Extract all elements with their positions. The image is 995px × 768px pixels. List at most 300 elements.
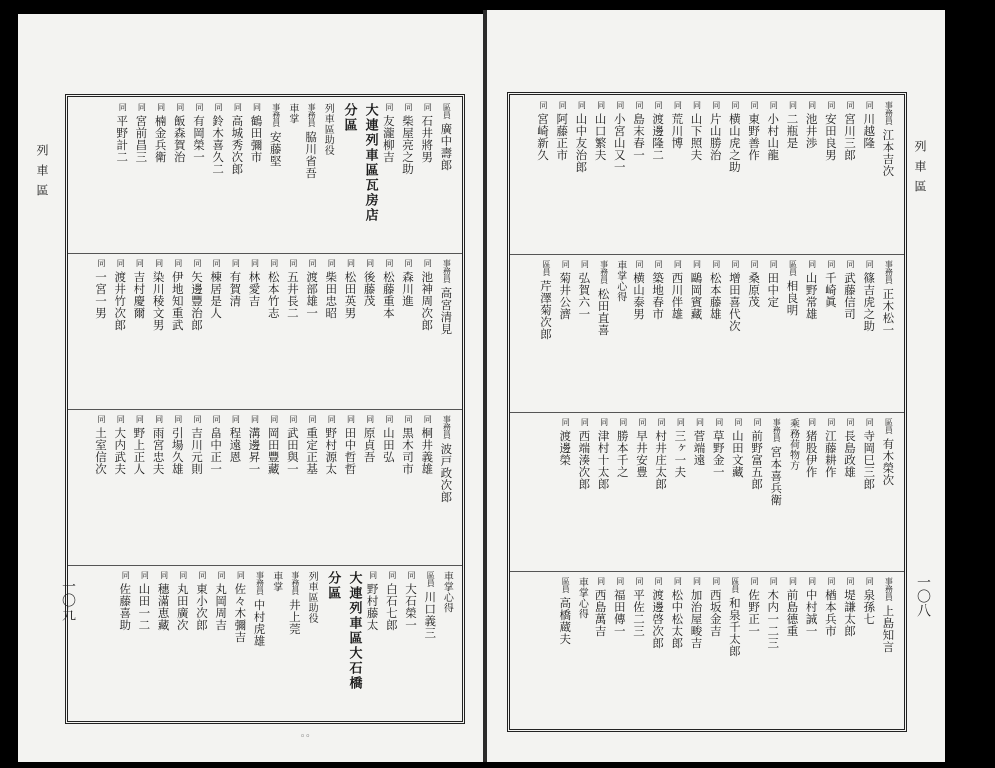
staff-entry (822, 418, 840, 478)
left-frame (65, 94, 465, 724)
staff-entry (729, 418, 747, 478)
entry-title: 同 (387, 571, 397, 579)
entry-name: 黒木司市 (401, 427, 416, 475)
staff-entry (707, 101, 725, 161)
staff-entry (860, 418, 878, 490)
role-heading (440, 571, 455, 613)
entry-name: 飯森賀治 (172, 115, 187, 163)
entry-row (68, 259, 462, 405)
entry-title: 同 (154, 415, 164, 423)
right-frame (507, 92, 907, 732)
entry-title: 同 (865, 101, 875, 109)
entry-name: 伊地知重武 (170, 271, 185, 331)
entry-title: 同 (750, 576, 760, 585)
entry-name: 大内武夫 (113, 427, 128, 475)
staff-entry (116, 571, 134, 631)
entry-title: 事務員 (290, 571, 300, 595)
staff-entry (303, 415, 321, 475)
staff-entry (556, 418, 574, 466)
entry-title: 事務員 (442, 415, 452, 439)
entry-name: 西端湊次郎 (577, 430, 592, 490)
entry-name: 安藤堅 (268, 131, 283, 167)
entry-name: 泉孫七 (862, 588, 877, 625)
section-heading (359, 103, 379, 223)
staff-entry (668, 577, 686, 649)
entry-title: 同 (407, 571, 417, 579)
entry-row (68, 571, 462, 717)
entry-title: 同 (212, 415, 222, 423)
entry-title: 同 (137, 103, 147, 111)
entry-name: 東野善作 (747, 113, 762, 161)
entry-name: 野村源太 (324, 427, 339, 475)
entry-title: 同 (116, 259, 126, 267)
entry-name: 大連列車區大石橋 (346, 571, 362, 691)
entry-name: 高橋蔵夫 (558, 596, 573, 645)
entry-title: 區員 (884, 418, 894, 434)
staff-entry (630, 577, 648, 637)
entry-title: 事務員 (271, 103, 281, 127)
entry-name: 菊井公濟 (558, 271, 573, 320)
entry-name: 西川伴雄 (670, 271, 685, 320)
entry-title: 同 (539, 101, 549, 109)
entry-title: 同 (615, 576, 625, 585)
entry-name: 寺岡巳三郎 (862, 430, 877, 490)
role-heading (614, 260, 629, 302)
entry-title: 同 (596, 576, 606, 585)
entry-name: 木内一二三 (766, 588, 781, 649)
entry-title: 同 (634, 259, 644, 268)
entry-title: 同 (807, 418, 817, 426)
staff-entry (113, 103, 131, 163)
entry-title: 同 (252, 103, 262, 111)
entry-title: 同 (404, 103, 414, 111)
entry-title: 同 (826, 418, 836, 426)
staff-entry (534, 101, 552, 161)
entry-name: 長島政雄 (843, 430, 858, 478)
staff-entry (130, 415, 148, 475)
staff-entry (228, 103, 246, 175)
entry-title: 同 (730, 101, 740, 109)
entry-name: 宮前昌三 (134, 115, 149, 163)
entry-name: 松田英男 (343, 271, 358, 319)
entry-title: 同 (733, 418, 743, 426)
entry-name: 平野計二 (115, 115, 130, 163)
entry-name: 野村藤太 (365, 583, 380, 631)
staff-entry (364, 571, 382, 631)
staff-entry (879, 260, 897, 336)
entry-name: 岡田豐藏 (266, 427, 281, 475)
entry-name: 程遠恩 (228, 427, 243, 463)
entry-name: 松田直喜 (596, 287, 611, 336)
entry-name: 車掌心得 (441, 571, 453, 613)
staff-entry (764, 577, 782, 649)
entry-name: 宮崎新久 (536, 113, 551, 161)
entry-title: 同 (97, 415, 107, 423)
entry-title: 事務員 (884, 259, 894, 284)
entry-name: 丸岡周吉 (214, 583, 229, 631)
entry-title: 同 (423, 103, 433, 111)
entry-title: 同 (714, 418, 724, 426)
entry-title: 事務員 (884, 576, 894, 601)
staff-entry (575, 418, 593, 490)
entry-name: 楢本兵市 (823, 588, 838, 637)
entry-name: 波戸政次郎 (439, 443, 454, 503)
entry-name: 渡部雄一 (305, 271, 320, 319)
entry-name: 片山勝治 (708, 113, 723, 161)
entry-title: 區員 (442, 103, 452, 119)
entry-title: 同 (769, 576, 779, 585)
staff-entry (132, 103, 150, 163)
entry-name: 堤謙太郎 (843, 588, 858, 637)
staff-entry (322, 415, 340, 475)
entry-name: 佐藤喜助 (118, 583, 133, 631)
staff-entry (265, 415, 283, 475)
staff-entry (251, 571, 269, 647)
staff-entry (418, 259, 436, 331)
entry-name: 鷗岡賓藏 (689, 271, 704, 320)
staff-entry (841, 418, 859, 478)
entry-name: 野上正人 (132, 427, 147, 475)
entry-title: 同 (654, 101, 664, 109)
staff-entry (437, 103, 455, 171)
row-divider (510, 254, 904, 255)
entry-title: 同 (233, 103, 243, 111)
entry-name: 增田喜代次 (727, 271, 742, 332)
role-heading (786, 418, 801, 471)
entry-name: 一宮一男 (94, 271, 109, 319)
entry-title: 同 (673, 259, 683, 268)
entry-name: 柴田忠昭 (324, 271, 339, 319)
entry-name: 西坂金吉 (708, 588, 723, 637)
staff-entry (611, 577, 629, 637)
entry-name: 正木松一 (881, 287, 896, 336)
staff-entry (879, 577, 897, 653)
staff-entry (418, 103, 436, 163)
entry-title: 同 (673, 101, 683, 109)
entry-name: 福田傳一 (612, 588, 627, 637)
staff-entry (556, 260, 574, 320)
entry-name: 廣中壽郎 (439, 123, 454, 171)
entry-title: 同 (657, 418, 667, 426)
staff-entry (726, 101, 744, 173)
entry-row (510, 101, 904, 250)
entry-title: 同 (116, 415, 126, 423)
entry-name: 松藤重本 (381, 271, 396, 319)
entry-title: 同 (846, 101, 856, 109)
staff-entry (803, 577, 821, 637)
entry-title: 同 (288, 259, 298, 267)
staff-entry (383, 571, 401, 631)
entry-name: 井上莞 (287, 599, 302, 635)
entry-name: 江藤耕作 (823, 430, 838, 478)
entry-title: 同 (769, 101, 779, 109)
entry-title: 同 (192, 415, 202, 423)
entry-name: 柴屋亮之助 (401, 115, 416, 175)
entry-name: 山野常雄 (804, 271, 819, 320)
entry-name: 原貞吾 (362, 427, 377, 463)
entry-name: 千崎眞 (823, 271, 838, 308)
entry-title: 同 (217, 571, 227, 579)
entry-name: 桐井義雄 (420, 427, 435, 475)
left-running-head: 列車區 (35, 144, 49, 204)
staff-entry (841, 101, 859, 161)
entry-name: 阿藤正市 (555, 113, 570, 161)
left-bottom-mark: ◦◦ (300, 732, 311, 742)
entry-title: 同 (561, 259, 571, 268)
entry-title: 同 (788, 101, 798, 109)
entry-title: 同 (580, 418, 590, 426)
entry-name: 穗滿恵藏 (156, 583, 171, 631)
entry-name: 染川稜文男 (151, 271, 166, 331)
staff-entry (399, 259, 417, 307)
staff-entry (284, 415, 302, 475)
row-divider (510, 412, 904, 413)
entry-name: 前野富五郎 (750, 430, 765, 490)
entry-title: 事務員 (307, 103, 317, 127)
staff-entry (822, 260, 840, 308)
staff-entry (745, 101, 763, 161)
entry-title: 同 (654, 259, 664, 268)
entry-name: 芹澤菊次郎 (539, 279, 554, 340)
entry-name: 畠中正一 (209, 427, 224, 475)
role-heading (286, 103, 301, 124)
entry-name: 山中友治郎 (574, 113, 589, 173)
entry-name: 小村山龍 (766, 113, 781, 161)
staff-entry (707, 577, 725, 637)
staff-entry (710, 418, 728, 478)
entry-title: 同 (634, 576, 644, 585)
entry-title: 同 (750, 259, 760, 268)
staff-entry (688, 577, 706, 649)
staff-entry (380, 259, 398, 319)
staff-entry (592, 577, 610, 637)
staff-entry (190, 103, 208, 163)
entry-title: 同 (637, 418, 647, 426)
entry-title: 同 (121, 571, 131, 579)
entry-title: 同 (846, 418, 856, 426)
entry-row (68, 103, 462, 249)
staff-entry (553, 101, 571, 161)
staff-entry (399, 103, 417, 175)
staff-entry (764, 101, 782, 161)
entry-name: 東小次郎 (194, 583, 209, 631)
entry-title: 同 (269, 415, 279, 423)
entry-title: 同 (156, 103, 166, 111)
entry-name: 小宮山又一 (612, 113, 627, 173)
staff-entry (150, 259, 168, 331)
entry-title: 同 (118, 103, 128, 111)
staff-entry (783, 577, 801, 637)
entry-title: 同 (365, 415, 375, 423)
entry-title: 同 (250, 259, 260, 267)
staff-entry (188, 415, 206, 475)
staff-entry (803, 101, 821, 149)
staff-entry (764, 260, 782, 308)
entry-name: 列車區助役 (306, 571, 318, 624)
entry-name: 山下照夫 (689, 113, 704, 161)
staff-entry (265, 259, 283, 319)
staff-entry (226, 259, 244, 307)
staff-entry (188, 259, 206, 331)
staff-entry (248, 103, 266, 163)
staff-entry (860, 101, 878, 149)
staff-entry (688, 260, 706, 320)
entry-title: 同 (788, 576, 798, 585)
staff-entry (783, 260, 801, 316)
staff-entry (707, 260, 725, 320)
entry-name: 車掌心得 (614, 259, 626, 302)
entry-title: 同 (346, 259, 356, 267)
entry-name: 山田一二 (137, 583, 152, 631)
entry-name: 車掌 (270, 571, 282, 592)
entry-title: 同 (214, 103, 224, 111)
entry-name: 安田良男 (823, 113, 838, 161)
entry-title: 區員 (730, 576, 740, 593)
staff-entry (174, 571, 192, 631)
entry-title: 同 (231, 259, 241, 267)
entry-title: 同 (308, 259, 318, 267)
entry-name: 有岡榮一 (191, 115, 206, 163)
staff-entry (745, 577, 763, 637)
entry-name: 松本藤雄 (708, 271, 723, 320)
entry-name: 島末春一 (631, 113, 646, 161)
entry-name: 友瀧柳吉 (381, 115, 396, 163)
staff-entry (630, 101, 648, 161)
entry-name: 鈴木喜久二 (211, 115, 226, 175)
entry-name: 勝本千之 (615, 430, 630, 478)
entry-name: 重定正基 (305, 427, 320, 475)
entry-name: 森川進 (401, 271, 416, 307)
entry-name: 前島德重 (785, 588, 800, 637)
entry-title: 同 (634, 101, 644, 109)
entry-name: 有賀清 (228, 271, 243, 307)
staff-entry (822, 101, 840, 161)
staff-entry (207, 415, 225, 475)
entry-title: 同 (826, 576, 836, 585)
entry-title: 同 (135, 259, 145, 267)
entry-name: 横山虎之助 (727, 113, 742, 173)
entry-title: 同 (250, 415, 260, 423)
entry-title: 同 (676, 418, 686, 426)
entry-name: 西島萬吉 (593, 588, 608, 637)
staff-entry (726, 577, 744, 657)
entry-title: 同 (673, 576, 683, 585)
staff-entry (649, 577, 667, 649)
entry-name: 村井庄太郎 (654, 430, 669, 490)
entry-title: 同 (846, 259, 856, 268)
entry-title: 同 (97, 259, 107, 267)
staff-entry (595, 418, 613, 490)
entry-name: 津村十太郎 (596, 430, 611, 490)
entry-name: 三ヶ一夫 (673, 430, 688, 478)
staff-entry (111, 415, 129, 475)
entry-name: 後藤茂 (362, 271, 377, 307)
entry-title: 事務員 (772, 418, 782, 442)
staff-entry (380, 103, 398, 163)
entry-name: 平佐二三 (631, 588, 646, 637)
entry-name: 猪股伊作 (804, 430, 819, 478)
entry-title: 同 (826, 101, 836, 109)
entry-title: 同 (154, 259, 164, 267)
entry-name: 川越隆 (862, 113, 877, 149)
staff-entry (418, 415, 436, 475)
entry-name: 石井將男 (420, 115, 435, 163)
staff-entry (822, 577, 840, 637)
staff-entry (537, 260, 555, 340)
staff-entry (879, 101, 897, 177)
staff-entry (630, 260, 648, 320)
staff-entry (246, 259, 264, 307)
section-heading (342, 571, 362, 691)
entry-name: 山口繁夫 (593, 113, 608, 161)
staff-entry (860, 260, 878, 332)
entry-name: 楠金兵衛 (153, 115, 168, 163)
staff-entry (671, 418, 689, 478)
staff-entry (437, 259, 455, 335)
entry-title: 同 (212, 259, 222, 267)
entry-title: 事務員 (255, 571, 265, 595)
entry-row (510, 418, 904, 567)
entry-title: 同 (654, 576, 664, 585)
right-page-number: 一〇八 (915, 575, 931, 617)
entry-name: 車掌 (286, 103, 298, 124)
staff-entry (152, 103, 170, 163)
entry-name: 五井長二 (285, 271, 300, 319)
entry-name: 吉川元則 (189, 427, 204, 475)
role-heading (305, 571, 320, 624)
entry-name: 引場久雄 (170, 427, 185, 475)
entry-title: 同 (197, 571, 207, 579)
staff-entry (688, 101, 706, 161)
entry-title: 同 (423, 415, 433, 423)
staff-entry (212, 571, 230, 631)
entry-name: 二瓶是 (785, 113, 800, 149)
entry-name: 丸田廣次 (175, 583, 190, 631)
left-page-number: 一〇九 (60, 579, 76, 621)
section-heading (337, 103, 357, 133)
entry-title: 同 (308, 415, 318, 423)
entry-name: 乘務荷物方 (787, 418, 799, 471)
entry-title: 同 (750, 101, 760, 109)
staff-entry (592, 101, 610, 161)
entry-title: 同 (288, 415, 298, 423)
entry-title: 同 (599, 418, 609, 426)
entry-title: 同 (384, 415, 394, 423)
entry-name: 宮川三郎 (843, 113, 858, 161)
entry-name: 分區 (325, 571, 341, 601)
entry-title: 同 (865, 576, 875, 585)
entry-name: 加治屋畯吉 (689, 588, 704, 649)
entry-name: 田中哲哲 (343, 427, 358, 475)
staff-entry (231, 571, 249, 643)
staff-entry (611, 101, 629, 173)
entry-name: 山田弘 (381, 427, 396, 463)
staff-entry (783, 101, 801, 149)
entry-name: 中村誠一 (804, 588, 819, 637)
entry-name: 分區 (341, 103, 357, 133)
entry-title: 同 (384, 103, 394, 111)
entry-title: 同 (159, 571, 169, 579)
entry-title: 同 (580, 259, 590, 268)
row-divider (68, 409, 462, 410)
entry-title: 區員 (542, 259, 552, 276)
staff-entry (341, 259, 359, 319)
entry-title: 區員 (561, 576, 571, 593)
staff-entry (284, 259, 302, 319)
entry-name: 棟居是人 (209, 271, 224, 319)
staff-entry (668, 260, 686, 320)
entry-title: 同 (404, 259, 414, 267)
